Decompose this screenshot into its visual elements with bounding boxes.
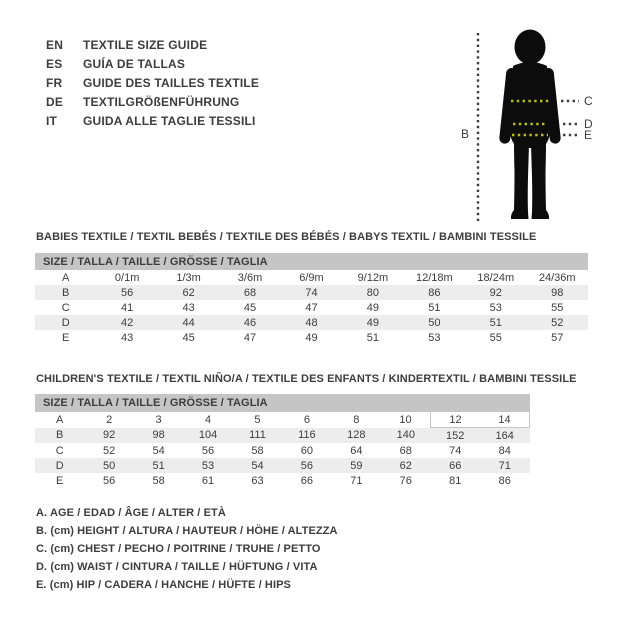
- size-cell: 61: [201, 474, 215, 487]
- size-cell: 104: [183, 428, 232, 444]
- size-cell: 54: [233, 458, 282, 473]
- size-cell: 92: [465, 285, 526, 300]
- table-row-a: [35, 412, 530, 428]
- size-cell: 10: [399, 413, 412, 426]
- children-size-table: [35, 394, 530, 488]
- size-cell: 63: [251, 474, 264, 487]
- size-cell: 43: [182, 301, 195, 314]
- legend-line: B. (cm) HEIGHT / ALTURA / HAUTEUR / HÖHE / ALTEZZA: [36, 525, 338, 537]
- size-cell: 55: [489, 331, 502, 344]
- size-cell: 66: [431, 458, 480, 473]
- child-silhouette: [499, 30, 561, 220]
- size-cell: 55: [551, 301, 564, 314]
- size-cell: 18/24m: [477, 271, 515, 284]
- size-cell: 4: [204, 413, 212, 426]
- size-cell: 56: [103, 474, 116, 487]
- row-label: E: [62, 331, 70, 344]
- size-cell: 12/18m: [415, 271, 453, 284]
- size-cell: 68: [399, 444, 412, 457]
- measurement-legend: [36, 504, 338, 594]
- babies-size-table: [35, 253, 588, 345]
- size-cell: 45: [243, 301, 257, 314]
- language-guide-title: TEXTILE SIZE GUIDE: [83, 38, 208, 52]
- table-row-d: [35, 458, 530, 473]
- size-cell: 71: [480, 458, 530, 473]
- language-code: IT: [46, 114, 58, 128]
- size-cell: 56: [282, 458, 331, 473]
- waist-label: D: [584, 117, 593, 131]
- size-cell: 74: [281, 285, 342, 300]
- size-cell: 52: [103, 444, 116, 457]
- child-silhouette-svg: [450, 14, 620, 229]
- size-cell: 51: [366, 331, 380, 344]
- row-label: A: [56, 413, 64, 426]
- language-row-it: [46, 112, 259, 131]
- size-cell: 1/3m: [176, 271, 201, 284]
- size-cell: 62: [158, 285, 219, 300]
- size-cell: 59: [332, 458, 381, 473]
- table-row-c: [35, 300, 588, 315]
- size-cell: 46: [219, 315, 280, 330]
- babies-table-title: BABIES TEXTILE / TEXTIL BEBÉS / TEXTILE DES BÉBÉS / BABYS TEXTIL / BAMBINI TESSILE: [36, 231, 537, 243]
- size-cell: 43: [121, 331, 134, 344]
- size-header-bar: SIZE / TALLA / TAILLE / GRÖSSE / TAGLIA: [35, 253, 588, 270]
- size-cell: 47: [243, 331, 257, 344]
- size-cell: 53: [428, 331, 441, 344]
- size-cell: 140: [381, 428, 430, 444]
- language-code: ES: [46, 57, 63, 71]
- size-cell: 24/36m: [538, 271, 576, 284]
- size-cell: 74: [449, 444, 462, 457]
- size-cell: 12: [431, 412, 480, 428]
- size-cell: 41: [121, 301, 134, 314]
- size-cell: 49: [342, 315, 403, 330]
- size-cell: 52: [527, 315, 589, 330]
- size-cell: 152: [431, 428, 480, 444]
- size-cell: 51: [428, 301, 441, 314]
- language-row-de: [46, 93, 259, 112]
- size-cell: 6: [303, 413, 310, 426]
- size-cell: 9/12m: [357, 271, 389, 284]
- table-row-d: [35, 315, 588, 330]
- size-cell: 2: [106, 413, 113, 426]
- language-guide-title: TEXTILGRÖßENFÜHRUNG: [83, 95, 240, 109]
- size-cell: 60: [300, 444, 314, 457]
- table-row-e: [35, 473, 530, 488]
- size-cell: 80: [342, 285, 403, 300]
- language-row-es: [46, 55, 259, 74]
- size-cell: 48: [281, 315, 342, 330]
- size-cell: 81: [449, 474, 462, 487]
- size-cell: 58: [152, 474, 165, 487]
- size-cell: 98: [527, 285, 589, 300]
- size-cell: 49: [366, 301, 380, 314]
- size-cell: 5: [254, 413, 261, 426]
- legend-line: D. (cm) WAIST / CINTURA / TAILLE / HÜFTUNG / VITA: [36, 561, 318, 573]
- table-row-b: [35, 428, 530, 444]
- size-cell: 62: [381, 458, 430, 473]
- height-label: B: [461, 127, 470, 141]
- row-label: A: [62, 271, 70, 284]
- row-label: B: [35, 285, 96, 300]
- language-guide-title: GUÍA DE TALLAS: [83, 57, 186, 71]
- size-cell: 98: [134, 428, 183, 444]
- size-cell: 54: [152, 444, 165, 457]
- language-code: EN: [46, 38, 64, 52]
- row-label: B: [35, 428, 84, 444]
- size-cell: 14: [480, 412, 530, 428]
- language-code: DE: [46, 95, 64, 109]
- language-row-en: [46, 36, 259, 55]
- size-header-row: [35, 394, 530, 412]
- language-row-fr: [46, 74, 259, 93]
- size-cell: 8: [353, 413, 360, 426]
- size-cell: 47: [305, 301, 318, 314]
- size-cell: 53: [183, 458, 232, 473]
- size-cell: 111: [233, 428, 282, 444]
- child-figure-diagram: [450, 14, 620, 229]
- row-label: D: [35, 315, 96, 330]
- size-cell: 56: [96, 285, 157, 300]
- size-cell: 116: [282, 428, 331, 444]
- size-cell: 56: [201, 444, 215, 457]
- size-cell: 164: [480, 428, 530, 444]
- table-row-e: [35, 330, 588, 345]
- size-cell: 76: [399, 474, 412, 487]
- size-cell: 86: [498, 474, 511, 487]
- size-cell: 42: [96, 315, 157, 330]
- size-cell: 84: [498, 444, 511, 457]
- row-label: C: [61, 301, 70, 314]
- size-cell: 44: [158, 315, 219, 330]
- size-header-bar: SIZE / TALLA / TAILLE / GRÖSSE / TAGLIA: [35, 394, 530, 412]
- size-cell: 6/9m: [299, 271, 324, 284]
- table-row-c: [35, 443, 530, 458]
- size-cell: 64: [350, 444, 363, 457]
- legend-line: E. (cm) HIP / CADERA / HANCHE / HÜFTE / HIPS: [36, 579, 291, 591]
- language-guide-title: GUIDA ALLE TAGLIE TESSILI: [83, 114, 256, 128]
- size-cell: 68: [219, 285, 280, 300]
- row-label: C: [55, 444, 64, 457]
- row-label: D: [35, 458, 84, 473]
- size-cell: 50: [404, 315, 465, 330]
- size-cell: 66: [300, 474, 314, 487]
- size-header-row: [35, 253, 588, 270]
- size-cell: 51: [134, 458, 183, 473]
- legend-line: A. AGE / EDAD / ÂGE / ALTER / ETÀ: [36, 507, 226, 519]
- chest-label: C: [584, 94, 593, 108]
- table-row-a: [35, 270, 588, 285]
- size-cell: 57: [551, 331, 564, 344]
- size-cell: 0/1m: [114, 271, 140, 284]
- size-cell: 45: [182, 331, 195, 344]
- language-code: FR: [46, 76, 63, 90]
- hip-label: E: [584, 128, 593, 142]
- language-guide-title: GUIDE DES TAILLES TEXTILE: [83, 76, 260, 90]
- size-cell: 49: [305, 331, 318, 344]
- size-cell: 71: [350, 474, 363, 487]
- row-label: E: [56, 474, 64, 487]
- size-cell: 3/6m: [237, 271, 263, 284]
- size-cell: 58: [251, 444, 264, 457]
- size-cell: 92: [84, 428, 133, 444]
- size-cell: 51: [465, 315, 526, 330]
- language-title-list: [46, 36, 259, 131]
- children-table-title: CHILDREN'S TEXTILE / TEXTIL NIÑO/A / TEXTILE DES ENFANTS / KINDERTEXTIL / BAMBINI TESSILE: [36, 373, 577, 385]
- size-cell: 86: [404, 285, 465, 300]
- size-cell: 53: [489, 301, 502, 314]
- legend-line: C. (cm) CHEST / PECHO / POITRINE / TRUHE / PETTO: [36, 543, 321, 555]
- size-cell: 3: [155, 413, 162, 426]
- size-cell: 50: [84, 458, 133, 473]
- table-row-b: [35, 285, 588, 300]
- size-cell: 128: [332, 428, 381, 444]
